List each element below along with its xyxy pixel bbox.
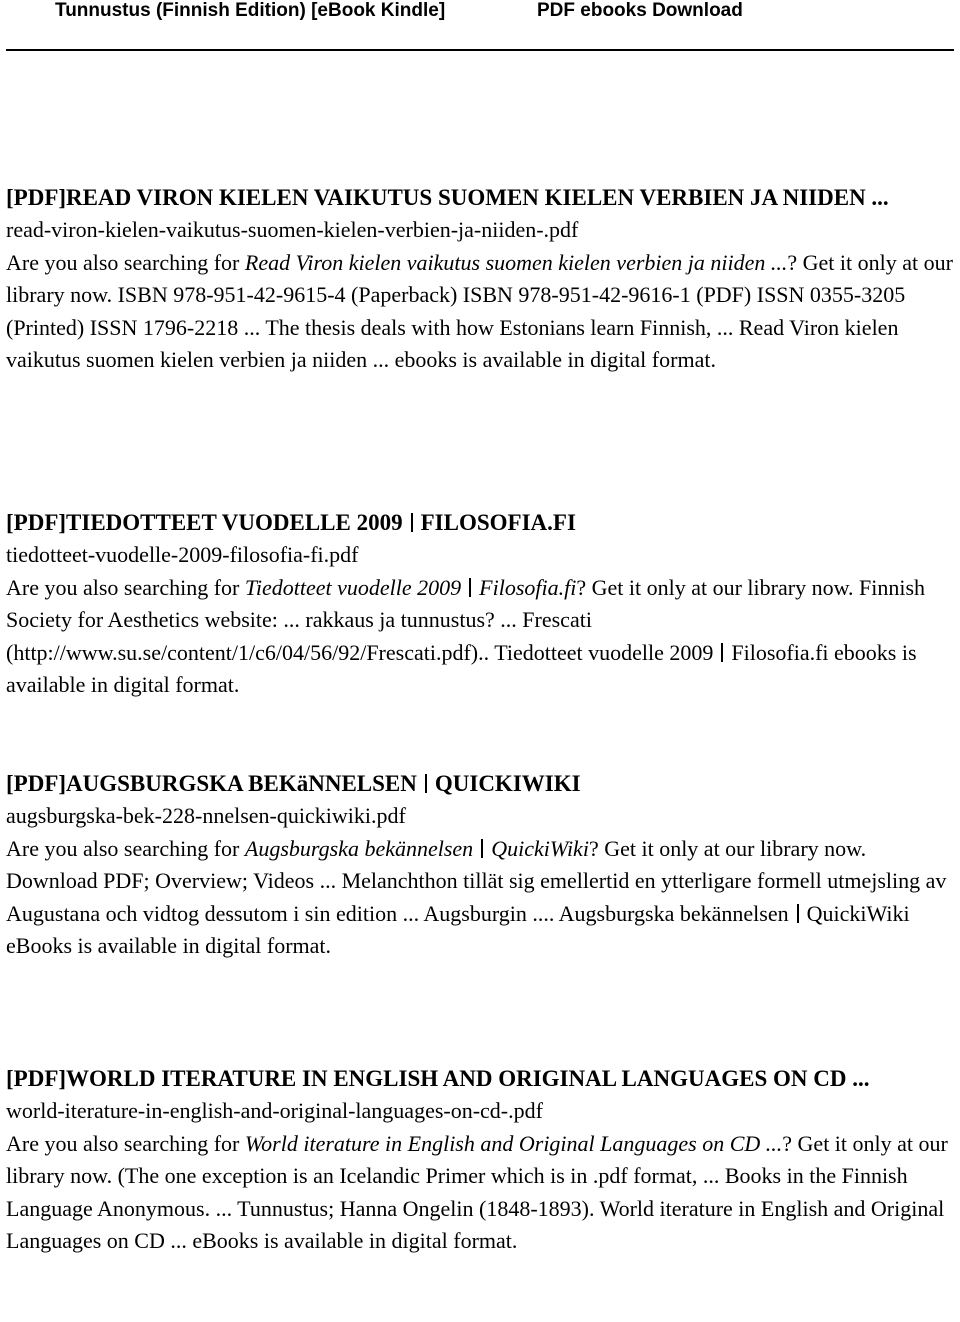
result-title[interactable] [6, 767, 956, 800]
title-part: QUICKIWIKI [434, 771, 581, 796]
search-prefix: Are you also searching for [6, 574, 245, 600]
description-text: Finnish Society for Aesthetics website: ... rakkaus ja tunnustus? ... Frescati (http://www.su.se/content/1/c6/04/56/92/Frescati.pdf).. Tiedotteet vuodelle 2009 [6, 574, 926, 665]
search-query: Read Viron kielen vaikutus suomen kielen verbien ja niiden ... [244, 249, 788, 275]
description-text: Filosofia.fi ebooks is available in digital format. [6, 639, 917, 697]
result-description [6, 1128, 956, 1258]
search-query: Tiedotteet vuodelle 2009 [244, 574, 462, 600]
search-result [6, 767, 956, 963]
separator-bar [425, 774, 427, 794]
result-filename[interactable]: read-viron-kielen-vaikutus-suomen-kielen-verbien-ja-niiden-.pdf [6, 217, 579, 242]
search-suffix: ? Get it only at our library now. [6, 249, 953, 307]
result-description [6, 833, 956, 963]
search-suffix: ? Get it only at our library now. [588, 835, 867, 861]
separator-bar [721, 643, 723, 662]
result-title[interactable]: [PDF]READ VIRON KIELEN VAIKUTUS SUOMEN KIELEN VERBIEN JA NIIDEN ... [6, 185, 889, 210]
description-text: Download PDF; Overview; Videos ... Melanchthon tillät sig emellertid en ytterligare formell utmejsling av Augustana och vidtog dessutom i sin edition ... Augsburgin .... Augsburgska bekännelsen [6, 868, 947, 926]
separator-bar [469, 578, 471, 597]
description-text: (The one exception is an Icelandic Primer which is in .pdf format, ... Books in the Finnish Language Anonymous. ... Tunnustus; Hanna Ongelin (1848-1893). World iterature in English and Original Languages on CD ... eBooks is available in digital format. [6, 1163, 945, 1253]
search-query: Filosofia.fi [479, 574, 577, 600]
title-part: FILOSOFIA.FI [420, 510, 576, 535]
title-part: [PDF]TIEDOTTEET VUODELLE 2009 [6, 510, 403, 535]
result-title[interactable]: [PDF]WORLD ITERATURE IN ENGLISH AND ORIGINAL LANGUAGES ON CD ... [6, 1066, 870, 1091]
search-query: Augsburgska bekännelsen [244, 835, 474, 861]
result-description [6, 247, 956, 377]
result-description [6, 572, 956, 702]
header-site-title: PDF ebooks Download [537, 0, 743, 21]
result-title[interactable] [6, 506, 956, 539]
search-prefix: Are you also searching for [6, 835, 245, 861]
separator-bar [481, 839, 483, 858]
search-result [6, 506, 956, 702]
description-text: ISBN 978-951-42-9615-4 (Paperback) ISBN 978-951-42-9616-1 (PDF) ISSN 0355-3205 (Printed) ISSN 1796-2218 ... The thesis deals with how Estonians learn Finnish, ... Read Viron kielen vaikutus suomen kielen verbien ja niiden ... ebooks is available in digital format. [6, 282, 906, 372]
separator-bar [411, 513, 413, 533]
search-result [6, 1062, 956, 1258]
description-text: QuickiWiki eBooks is available in digital format. [6, 900, 910, 958]
header-divider [6, 49, 954, 51]
separator-bar [797, 904, 799, 923]
search-query: World iterature in English and Original Languages on CD ... [244, 1130, 783, 1156]
result-filename[interactable]: augsburgska-bek-228-nnelsen-quickiwiki.pdf [6, 803, 406, 828]
search-suffix: ? Get it only at our library now. [576, 574, 854, 600]
result-filename[interactable]: world-iterature-in-english-and-original-languages-on-cd-.pdf [6, 1098, 543, 1123]
result-filename[interactable]: tiedotteet-vuodelle-2009-filosofia-fi.pdf [6, 542, 359, 567]
search-query: QuickiWiki [491, 835, 589, 861]
search-prefix: Are you also searching for [6, 249, 245, 275]
search-suffix: ? Get it only at our library now. [6, 1130, 948, 1188]
search-result [6, 181, 956, 377]
search-prefix: Are you also searching for [6, 1130, 245, 1156]
page-header [0, 0, 960, 44]
title-part: [PDF]AUGSBURGSKA BEKäNNELSEN [6, 771, 417, 796]
header-book-title: Tunnustus (Finnish Edition) [eBook Kindle] [55, 0, 446, 21]
